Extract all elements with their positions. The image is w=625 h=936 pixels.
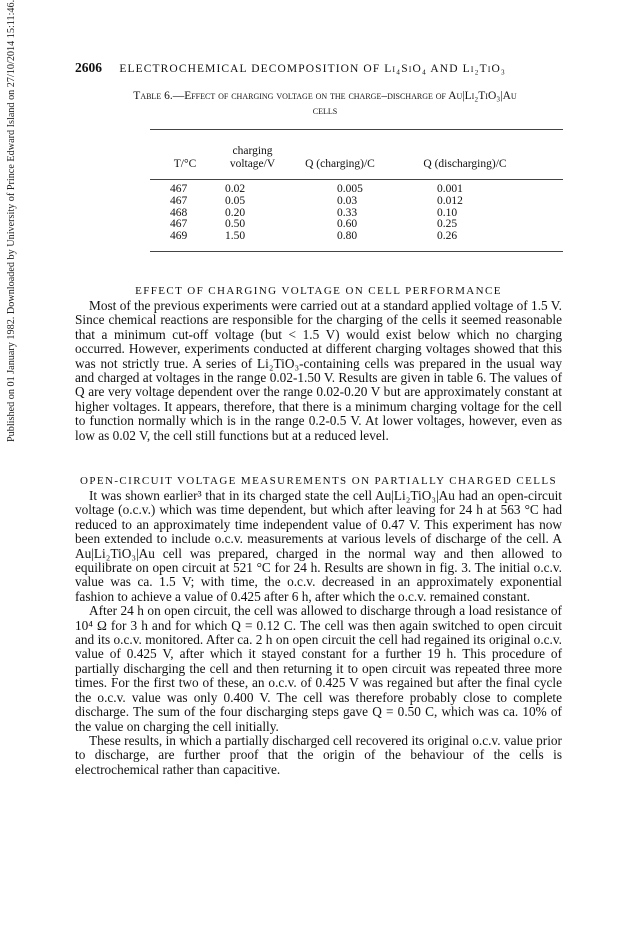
section-body-charging-voltage: [75, 299, 562, 443]
table-caption: [95, 89, 555, 119]
cell-q-charging: 0.80: [337, 230, 358, 243]
cell-temperature: 467: [170, 194, 188, 207]
paragraph: It was shown earlier³ that in its charged state the cell Au|Li₂TiO₃|Au had an open-circuit voltage (o.c.v.) which was time dependent, but which after leaving for 24 h at 563 °C had reduced to an approximately time independent value of 0.47 V. This experiment has now been extended to include o.c.v. measurements at various levels of discharge of the cell. A Au|Li₂TiO₃|Au cell was prepared, charged in the normal way and then allowed to equilibrate on open circuit at 521 °C for 24 h. Results are shown in fig. 3. The initial o.c.v. value was ca. 1.5 V; with time, the o.c.v. decreased in an approximately exponential fashion to achieve a value of 0.425 after 6 h, after which the o.c.v. remained constant.: [75, 488, 562, 604]
download-notice: Published on 01 January 1982. Downloaded by University of Prince Edward Island on 27/10/2014 15:11:46.: [6, 0, 17, 443]
section-heading-ocv: OPEN-CIRCUIT VOLTAGE MEASUREMENTS ON PARTIALLY CHARGED CELLS: [80, 475, 557, 487]
running-title: ELECTROCHEMICAL DECOMPOSITION OF Li₄SiO₄ AND Li₂TiO₃: [119, 63, 506, 75]
cell-q-discharging: 0.012: [437, 194, 463, 207]
cell-voltage: 0.20: [225, 206, 246, 219]
header-temperature: T/°C: [173, 158, 197, 170]
header-voltage-line2: voltage/V: [229, 158, 276, 170]
cell-voltage: 1.50: [225, 230, 246, 243]
paragraph: These results, in which a partially discharged cell recovered its original o.c.v. value prior to discharge, are further proof that the origin of the behaviour of the cells is electrochemical rather than capacitive.: [75, 732, 562, 777]
running-header: [75, 60, 595, 76]
table-caption-line1: Table 6.—Effect of charging voltage on the charge–discharge of Au|Li₂TiO₃|Au: [133, 90, 517, 102]
section-body-ocv: [75, 489, 562, 777]
cell-q-charging: 0.005: [337, 183, 363, 195]
cell-q-charging: 0.33: [337, 206, 358, 219]
data-table: [150, 129, 563, 252]
table-row: [150, 231, 563, 243]
cell-q-discharging: 0.25: [437, 218, 458, 231]
table-caption-line2: cells: [312, 105, 338, 117]
cell-voltage: 0.02: [225, 183, 246, 195]
cell-q-discharging: 0.001: [437, 183, 463, 195]
cell-q-discharging: 0.10: [437, 206, 458, 219]
table-row: [150, 196, 563, 208]
table-header: [150, 130, 563, 180]
section-heading-charging-voltage: EFFECT OF CHARGING VOLTAGE ON CELL PERFORMANCE: [135, 285, 502, 297]
header-q-charging: Q (charging)/C: [305, 158, 375, 170]
header-q-discharging: Q (discharging)/C: [423, 158, 507, 170]
paragraph: After 24 h on open circuit, the cell was allowed to discharge through a load resistance of 10⁴ Ω for 3 h and for which Q = 0.12 C. The cell was then again switched to open circuit and its o.c.v. monitored. After ca. 2 h on open circuit the cell had regained its original o.c.v. value of 0.425 V, after which it stayed constant for a further 19 h. This procedure of partially discharging the cell and then returning it to open circuit was repeated three more times. For the first two of these, an o.c.v. of 0.425 V was regained but after the final cycle the o.c.v. value was only 0.400 V. The cell was therefore probably close to complete discharge. The sum of the four discharging steps gave Q = 0.50 C, which was ca. 10% of the value on charging the cell initially.: [75, 603, 562, 734]
cell-q-charging: 0.60: [337, 218, 358, 231]
cell-temperature: 467: [170, 183, 188, 195]
header-voltage-line1: charging: [232, 145, 273, 157]
cell-temperature: 467: [170, 218, 188, 231]
cell-voltage: 0.05: [225, 194, 246, 207]
page-number: 2606: [75, 60, 102, 75]
cell-temperature: 469: [170, 230, 188, 243]
cell-q-charging: 0.03: [337, 194, 358, 207]
cell-q-discharging: 0.26: [437, 230, 458, 243]
cell-voltage: 0.50: [225, 218, 246, 231]
table-body: [150, 180, 563, 251]
cell-temperature: 468: [170, 206, 188, 219]
paragraph: Most of the previous experiments were carried out at a standard applied voltage of 1.5 V. Since chemical reactions are responsible for the charging of the cells it seemed reasonable that a minimum cut-off voltage (but < 1.5 V) would exist below which no charging occurred. However, experiments conducted at different charging voltages showed that this was not strictly true. A series of Li₂TiO₃-containing cells was prepared in the usual way and charged at voltages in the range 0.02-1.50 V. Results are given in table 6. The values of Q are very voltage dependent over the range 0.02-0.20 V but are approximately constant at higher voltages. It appears, therefore, that there is a minimum charging voltage for the cell to function normally which is in the range 0.2-0.5 V. At lower voltages, however, even as low as 0.02 V, the cell still functions but at a reduced level.: [75, 298, 562, 443]
